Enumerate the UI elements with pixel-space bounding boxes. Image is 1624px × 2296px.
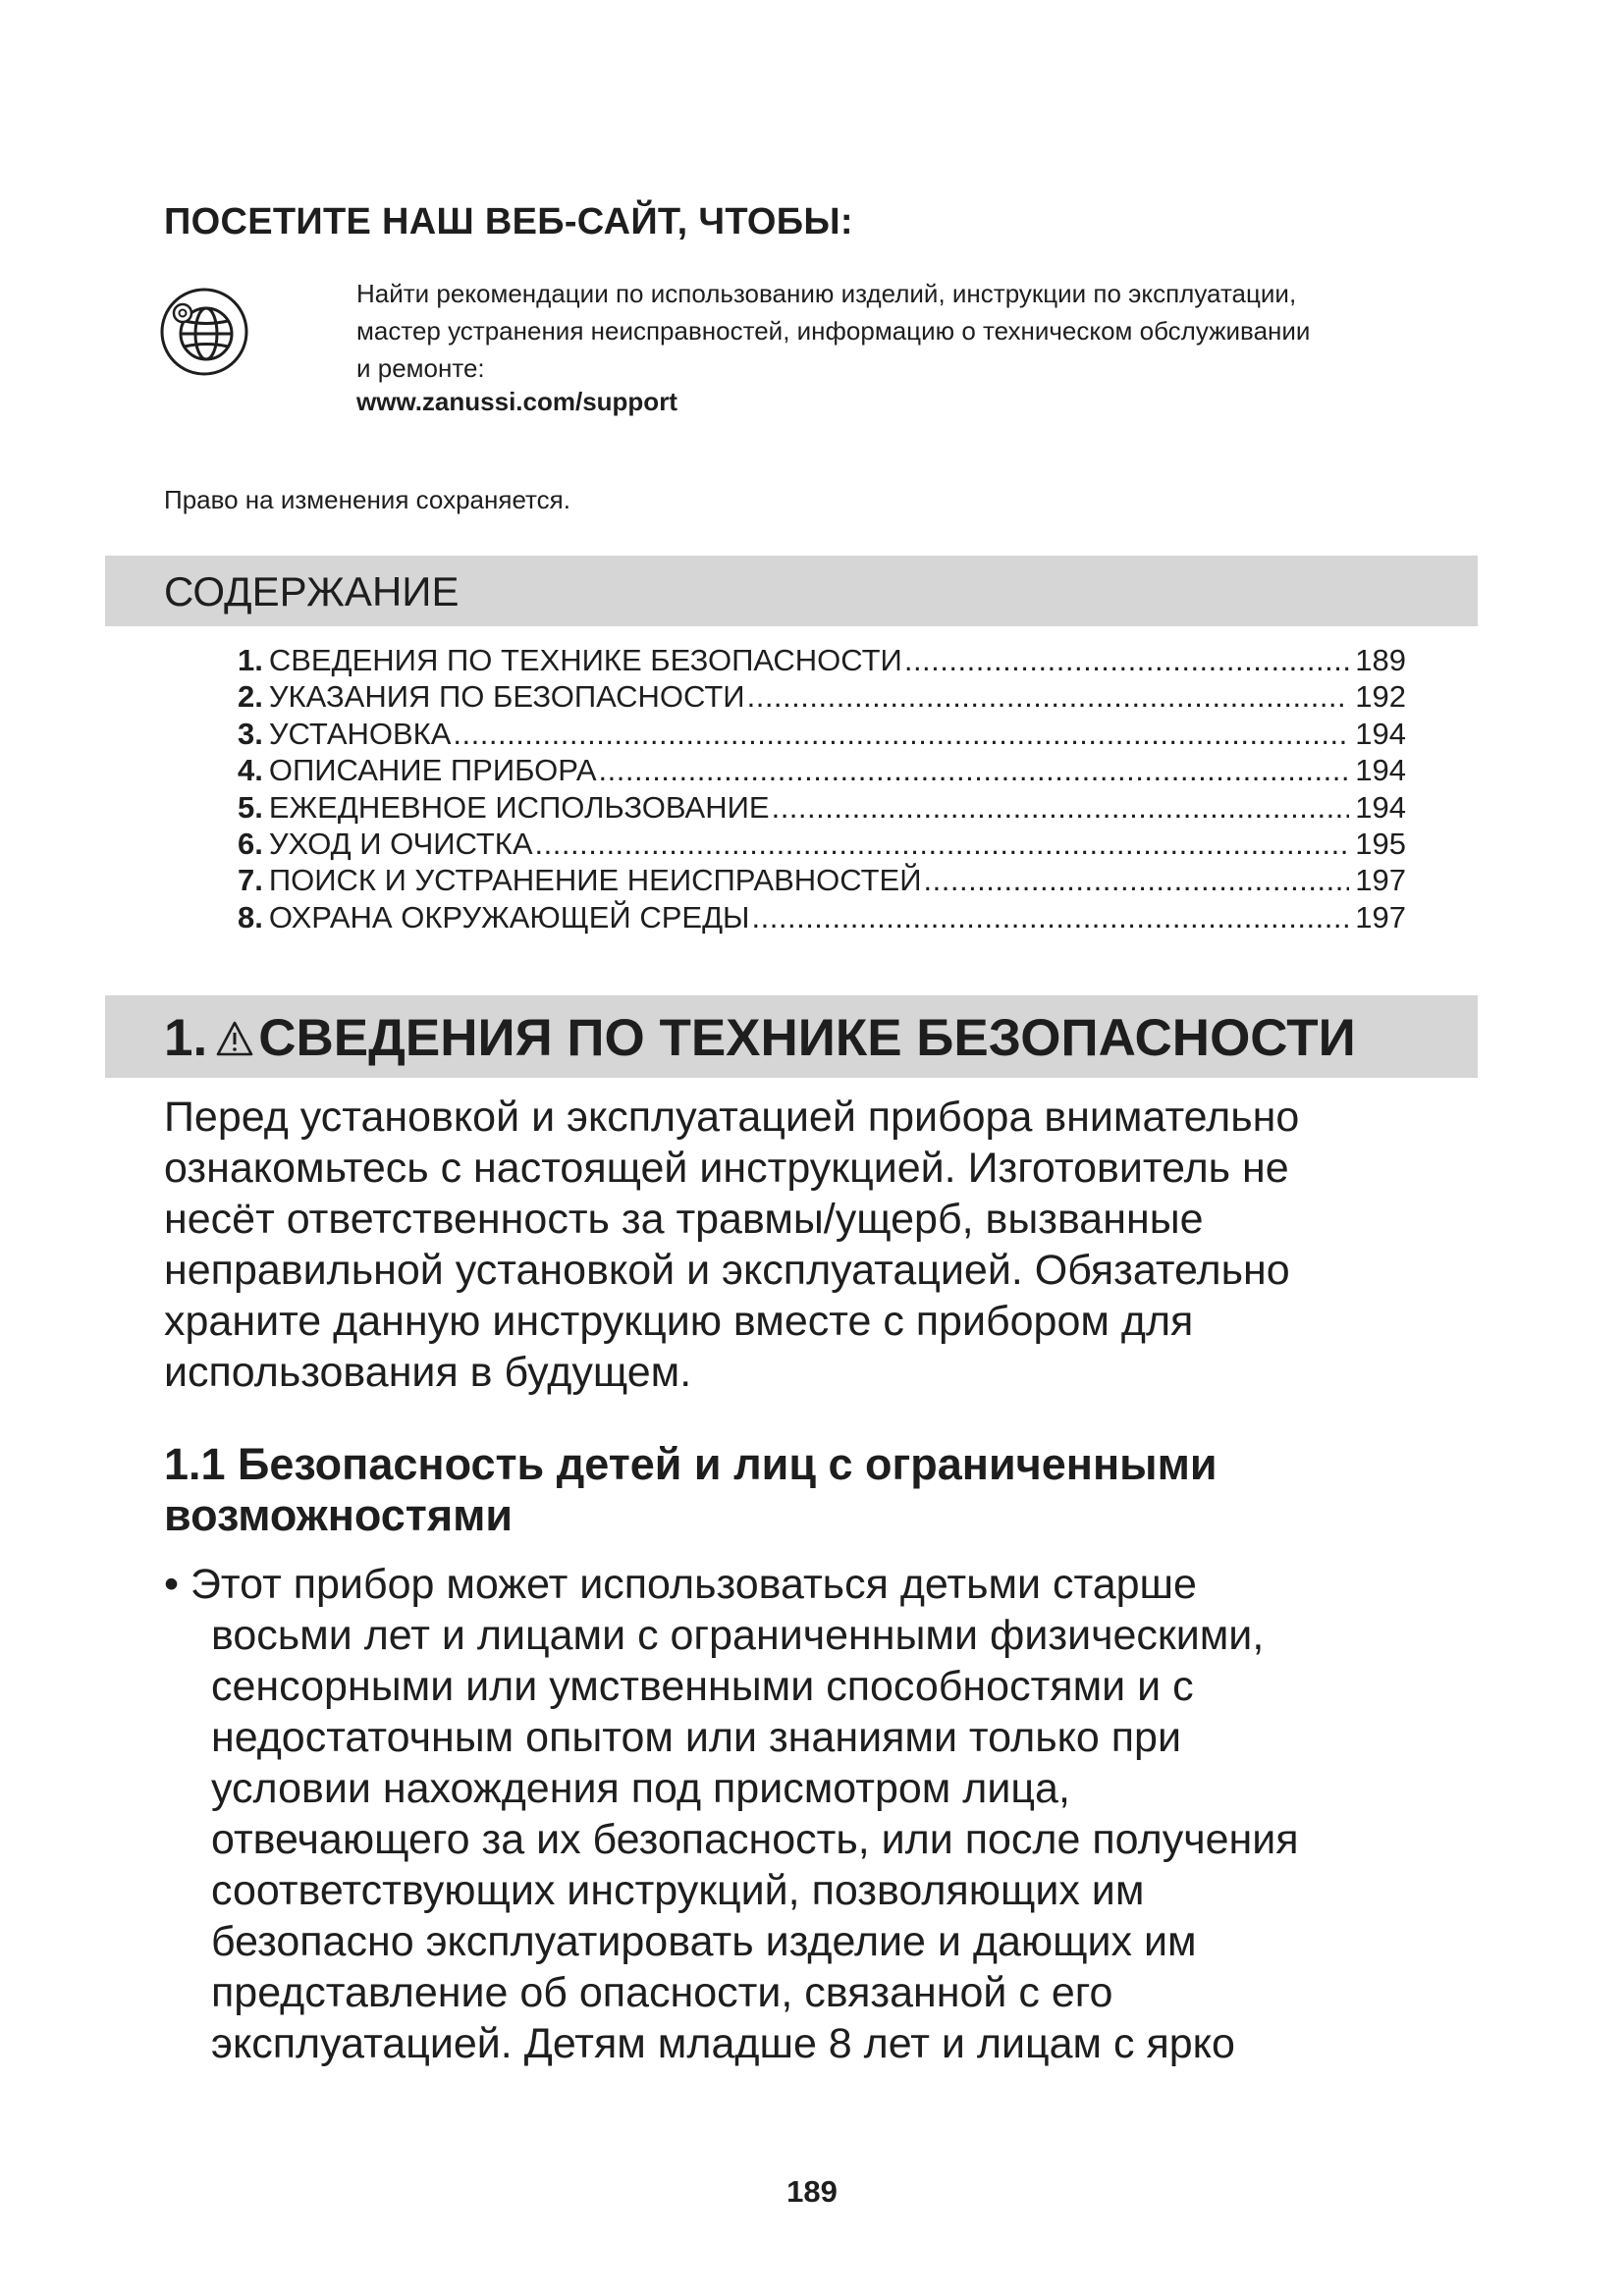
toc-item[interactable] <box>238 862 1406 898</box>
toc-page: 194 <box>1355 716 1406 751</box>
toc-leader-dots <box>772 789 1350 826</box>
toc-item[interactable] <box>238 789 1406 826</box>
toc-label: УСТАНОВКА <box>268 716 452 751</box>
toc-item[interactable] <box>238 826 1406 862</box>
toc-label: УКАЗАНИЯ ПО БЕЗОПАСНОСТИ <box>268 679 745 715</box>
toc-page: 194 <box>1355 789 1406 825</box>
intro-line: Перед установкой и эксплуатацией прибора внимательно <box>164 1094 1300 1141</box>
toc-leader-dots <box>599 752 1350 788</box>
toc-item[interactable] <box>238 716 1406 752</box>
subsection-heading-line: возможностями <box>164 1490 514 1540</box>
intro-line: использования в будущем. <box>164 1349 692 1396</box>
toc-item[interactable] <box>238 678 1406 715</box>
toc-number: 4. <box>238 753 263 788</box>
toc-number: 7. <box>238 863 263 898</box>
support-url-link[interactable]: www.zanussi.com/support <box>356 387 677 416</box>
subsection-heading <box>164 1439 1480 1541</box>
toc-label: УХОД И ОЧИСТКА <box>268 827 533 862</box>
toc-number: 3. <box>238 716 263 751</box>
toc-page: 194 <box>1355 753 1406 788</box>
subsection-heading-line: 1.1 Безопасность детей и лиц с ограниченными <box>164 1439 1218 1489</box>
visit-text-line: и ремонте: <box>356 353 485 383</box>
bullet-line: восьми лет и лицами с ограниченными физическими, <box>211 1612 1265 1659</box>
intro-line: ознакомьтесь с настоящей инструкцией. Изготовитель не <box>164 1145 1289 1192</box>
toc-number: 2. <box>238 679 263 715</box>
visit-text-line: Найти рекомендации по использованию изделий, инструкции по эксплуатации, <box>356 279 1297 308</box>
visit-text-line: мастер устранения неисправностей, информацию о техническом обслуживании <box>356 316 1311 346</box>
intro-paragraph <box>164 1092 1480 1398</box>
toc-number: 8. <box>238 899 263 934</box>
toc-leader-dots <box>752 899 1350 935</box>
toc-page: 197 <box>1355 899 1406 934</box>
contents-title: СОДЕРЖАНИЕ <box>164 568 460 614</box>
toc-label: ОХРАНА ОКРУЖАЮЩЕЙ СРЕДЫ <box>268 899 750 934</box>
toc-leader-dots <box>904 642 1349 678</box>
bullet-line: безопасно эксплуатировать изделие и дающих им <box>211 1918 1197 1965</box>
rights-notice: Право на изменения сохраняется. <box>164 485 570 514</box>
page-number: 189 <box>786 2174 838 2209</box>
bullet-paragraph <box>164 1559 1480 2069</box>
bullet-line: соответствующих инструкций, позволяющих им <box>211 1867 1145 1914</box>
table-of-contents <box>238 642 1406 935</box>
toc-page: 189 <box>1355 643 1406 677</box>
intro-line: неправильной установкой и эксплуатацией. Обязательно <box>164 1247 1290 1294</box>
bullet-line: • Этот прибор может использоваться детьми старше <box>164 1561 1197 1608</box>
toc-number: 6. <box>238 827 263 862</box>
toc-leader-dots <box>535 826 1350 862</box>
section-title <box>164 1008 1356 1068</box>
toc-leader-dots <box>747 678 1350 715</box>
toc-leader-dots <box>453 716 1349 752</box>
toc-page: 197 <box>1355 863 1406 898</box>
toc-item[interactable] <box>238 899 1406 935</box>
section-title-text: СВЕДЕНИЯ ПО ТЕХНИКЕ БЕЗОПАСНОСТИ <box>258 1009 1356 1067</box>
toc-leader-dots <box>924 862 1350 898</box>
toc-number: 5. <box>238 789 263 825</box>
bullet-line: недостаточным опытом или знаниями только при <box>211 1714 1181 1761</box>
visit-description <box>356 275 1495 387</box>
intro-line: храните данную инструкцию вместе с прибором для <box>164 1298 1194 1345</box>
section-number: 1. <box>164 1009 208 1067</box>
toc-page: 192 <box>1355 679 1406 715</box>
toc-item[interactable] <box>238 752 1406 788</box>
toc-label: ПОИСК И УСТРАНЕНИЕ НЕИСПРАВНОСТЕЙ <box>268 863 922 898</box>
toc-item[interactable] <box>238 642 1406 678</box>
bullet-line: эксплуатацией. Детям младше 8 лет и лицам с ярко <box>211 2020 1235 2067</box>
warning-icon <box>215 1020 254 1057</box>
toc-number: 1. <box>238 643 263 677</box>
globe-icon <box>159 287 249 377</box>
intro-line: несёт ответственность за травмы/ущерб, вызванные <box>164 1196 1204 1243</box>
bullet-line: сенсорными или умственными способностями и с <box>211 1663 1194 1710</box>
visit-heading: ПОСЕТИТЕ НАШ ВЕБ-САЙТ, ЧТОБЫ: <box>164 201 853 242</box>
bullet-line: отвечающего за их безопасность, или после получения <box>211 1816 1299 1863</box>
toc-label: ОПИСАНИЕ ПРИБОРА <box>268 753 597 788</box>
toc-label: ЕЖЕДНЕВНОЕ ИСПОЛЬЗОВАНИЕ <box>268 789 770 825</box>
toc-page: 195 <box>1355 827 1406 862</box>
bullet-line: условии нахождения под присмотром лица, <box>211 1765 1070 1812</box>
bullet-line: представление об опасности, связанной с его <box>211 1969 1113 2016</box>
toc-label: СВЕДЕНИЯ ПО ТЕХНИКЕ БЕЗОПАСНОСТИ <box>268 643 902 677</box>
